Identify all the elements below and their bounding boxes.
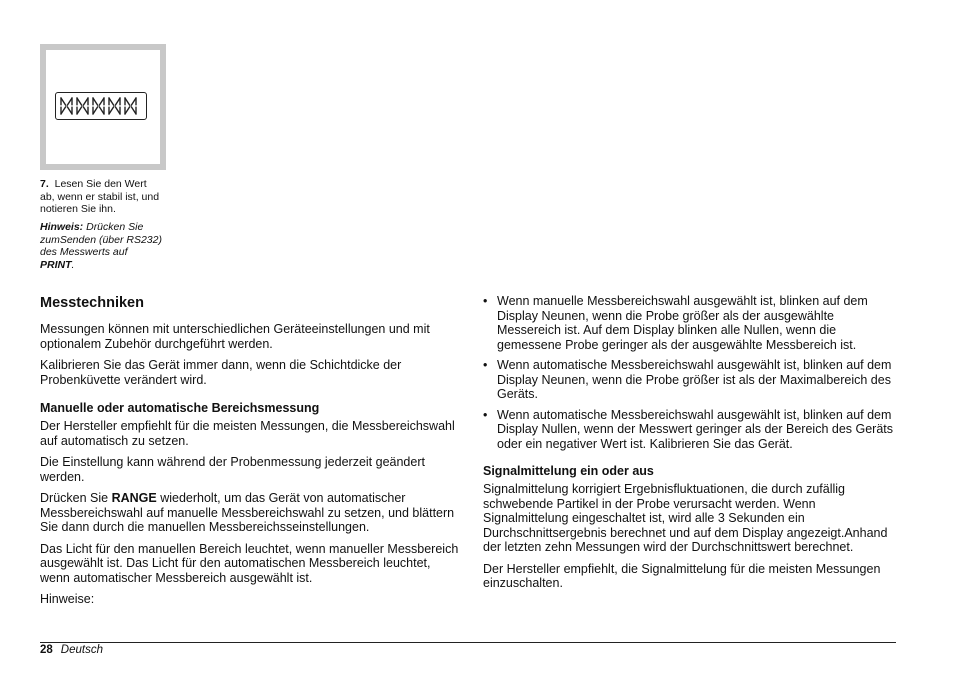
bullet-text: Wenn manuelle Messbereichswahl ausgewählt ist, blinken auf dem Display Neunen, wenn die Probe größer als der ausgewählte Messereich ist. Auf dem Display blinken alle Nullen, wenn die gemessene Probe geringer als der ausgewählte Messbereich ist. xyxy=(497,294,868,352)
footer-divider xyxy=(40,642,896,643)
list-item xyxy=(483,408,898,452)
lcd-digit xyxy=(125,98,136,114)
subsection-title: Signalmittelung ein oder aus xyxy=(483,464,654,478)
page-language: Deutsch xyxy=(60,644,103,656)
bullet-text: Wenn automatische Messbereichswahl ausgewählt ist, blinken auf dem Display Neunen, wenn die Probe größer ist als der Maximalbereich des Geräts. xyxy=(497,358,892,401)
range-key: RANGE xyxy=(111,491,157,505)
paragraph: Das Licht für den manuellen Bereich leuchtet, wenn manueller Messbereich ausgewählt ist. Das Licht für den automatischen Messbereich leuchtet, wenn automatischer Messbereich ausgewählt ist. xyxy=(40,541,459,585)
left-column xyxy=(40,295,460,614)
note-end: . xyxy=(71,258,75,271)
paragraph: Der Hersteller empfiehlt für die meisten Messungen, die Messbereichswahl auf automatisch zu setzen. xyxy=(40,419,455,448)
paragraph: Die Einstellung kann während der Probenmessung jederzeit geändert werden. xyxy=(40,455,425,484)
subsection-title: Manuelle oder automatische Bereichsmessung xyxy=(40,401,320,415)
paragraph: Hinweise: xyxy=(40,592,95,606)
paragraph xyxy=(40,491,460,535)
figure-step-caption xyxy=(40,178,162,216)
paragraph: Kalibrieren Sie das Gerät immer dann, wenn die Schichtdicke der Probenküvette verändert wird. xyxy=(40,358,402,387)
list-item xyxy=(483,358,898,402)
lcd-digit xyxy=(93,98,104,114)
lcd-digit xyxy=(109,98,120,114)
figure-panel xyxy=(46,50,160,164)
right-column xyxy=(483,294,898,598)
section-title: Messtechniken xyxy=(40,295,144,311)
bullet-icon: • xyxy=(483,407,488,422)
bullet-text: Wenn automatische Messbereichswahl ausgewählt ist, blinken auf dem Display Nullen, wenn der Messwert geringer als der Bereich des Geräts oder ein negativer Wert ist. Kalibrieren Sie das Gerät. xyxy=(497,407,894,451)
step-number: 7. xyxy=(40,178,49,190)
page-number: 28 xyxy=(40,644,53,656)
lcd-digit xyxy=(77,98,88,114)
instrument-figure xyxy=(40,44,166,170)
bullet-list xyxy=(483,294,898,451)
list-item xyxy=(483,294,898,352)
paragraph: Messungen können mit unterschiedlichen Geräteeinstellungen und mit optionalem Zubehör durchgeführt werden. xyxy=(40,322,430,351)
lcd-digits-icon xyxy=(56,93,146,119)
p5-pre: Drücken Sie xyxy=(40,491,112,505)
step-text: Lesen Sie den Wert ab, wenn er stabil ist, und notieren Sie ihn. xyxy=(40,178,160,215)
lcd-digit xyxy=(61,98,72,114)
figure-note xyxy=(40,221,162,271)
note-key: PRINT xyxy=(40,258,72,271)
page-footer xyxy=(40,644,103,656)
bullet-icon: • xyxy=(483,294,488,308)
paragraph: Signalmittelung korrigiert Ergebnisfluktuationen, die durch zufällig schwebende Partikel in der Probe verursacht werden. Wenn Signalmittelung eingeschaltet ist, wird alle 3 Sekunden ein Durchschnittsergebnis berechnet und auf dem Display angezeigt.Anhand der letzten zehn Messungen wird der Durchschnittswert berechnet. xyxy=(483,482,888,554)
p5-post: wiederholt, um das Gerät von automatischer Messbereichswahl auf manuelle Messbereichswahl zu setzen, und blättern Sie dann durch die manuellen Messbereichsseinstellungen. xyxy=(40,491,455,534)
note-text: Drücken Sie zumSenden (über RS232) des Messwerts auf xyxy=(40,221,162,258)
lcd-display xyxy=(55,92,147,120)
bullet-icon: • xyxy=(483,358,488,372)
note-label: Hinweis: xyxy=(40,221,84,233)
paragraph: Der Hersteller empfiehlt, die Signalmittelung für die meisten Messungen einzuschalten. xyxy=(483,561,881,590)
